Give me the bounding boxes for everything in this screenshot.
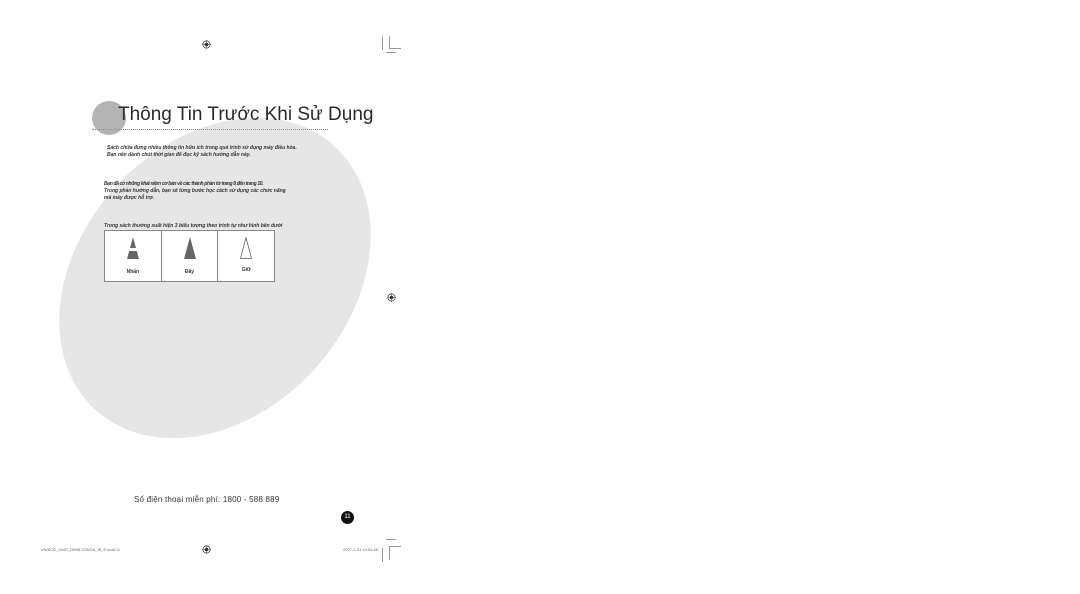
title-divider	[92, 129, 328, 130]
icon-cell-push	[162, 231, 219, 281]
page-title: Thông Tin Trước Khi Sử Dụng	[118, 104, 374, 125]
paragraph-2-line-3: mà máy được hỗ trợ.	[104, 195, 155, 201]
footer-filename: VN/KOD_UMG_DB98-27002A_IB_E.indd 11	[41, 547, 121, 552]
crop-mark	[389, 546, 390, 560]
hotline-text: Số điện thoại miễn phí: 1800 - 588 889	[134, 495, 280, 504]
paragraph-2-line-1: Bạn đã có những khái niệm cơ bản về các thành phần từ trang 8 đến trang 10.	[104, 181, 264, 187]
press-icon	[127, 237, 139, 259]
icon-label-press: Nhấn	[126, 269, 140, 275]
paragraph-1-line-1: Sách chứa đựng nhiều thông tin hữu ích trong quá trình sử dụng máy điều hòa.	[107, 145, 297, 151]
crop-mark	[389, 48, 401, 49]
crop-mark	[389, 546, 401, 547]
crop-mark	[382, 36, 383, 50]
icon-cell-hold	[218, 231, 274, 281]
paragraph-1-line-2: Bạn nên dành chút thời gian để đọc kỹ sách hướng dẫn này.	[107, 152, 251, 158]
registration-mark-icon	[202, 545, 211, 554]
icon-label-hold: Giữ	[241, 267, 251, 273]
registration-mark-icon	[387, 293, 396, 302]
icon-cell-press	[105, 231, 162, 281]
paragraph-2-line-2: Trong phần hướng dẫn, bạn sẽ từng bước học cách sử dụng các chức năng	[104, 188, 286, 194]
page-number: 11	[341, 511, 354, 524]
crop-mark	[386, 539, 396, 540]
crop-mark	[386, 52, 396, 53]
icon-label-push: Đẩy	[184, 269, 195, 275]
crop-mark	[382, 548, 383, 562]
push-icon	[184, 237, 196, 259]
footer-timestamp: 2007-1-31 10:53:45	[343, 547, 378, 552]
paragraph-3: Trong sách thường xuất hiện 3 biểu tượng theo trình tự như hình bên dưới	[104, 223, 283, 229]
icon-legend-box	[104, 230, 275, 282]
registration-mark-icon	[202, 40, 211, 49]
crop-mark	[389, 36, 390, 48]
hold-icon	[240, 237, 252, 259]
